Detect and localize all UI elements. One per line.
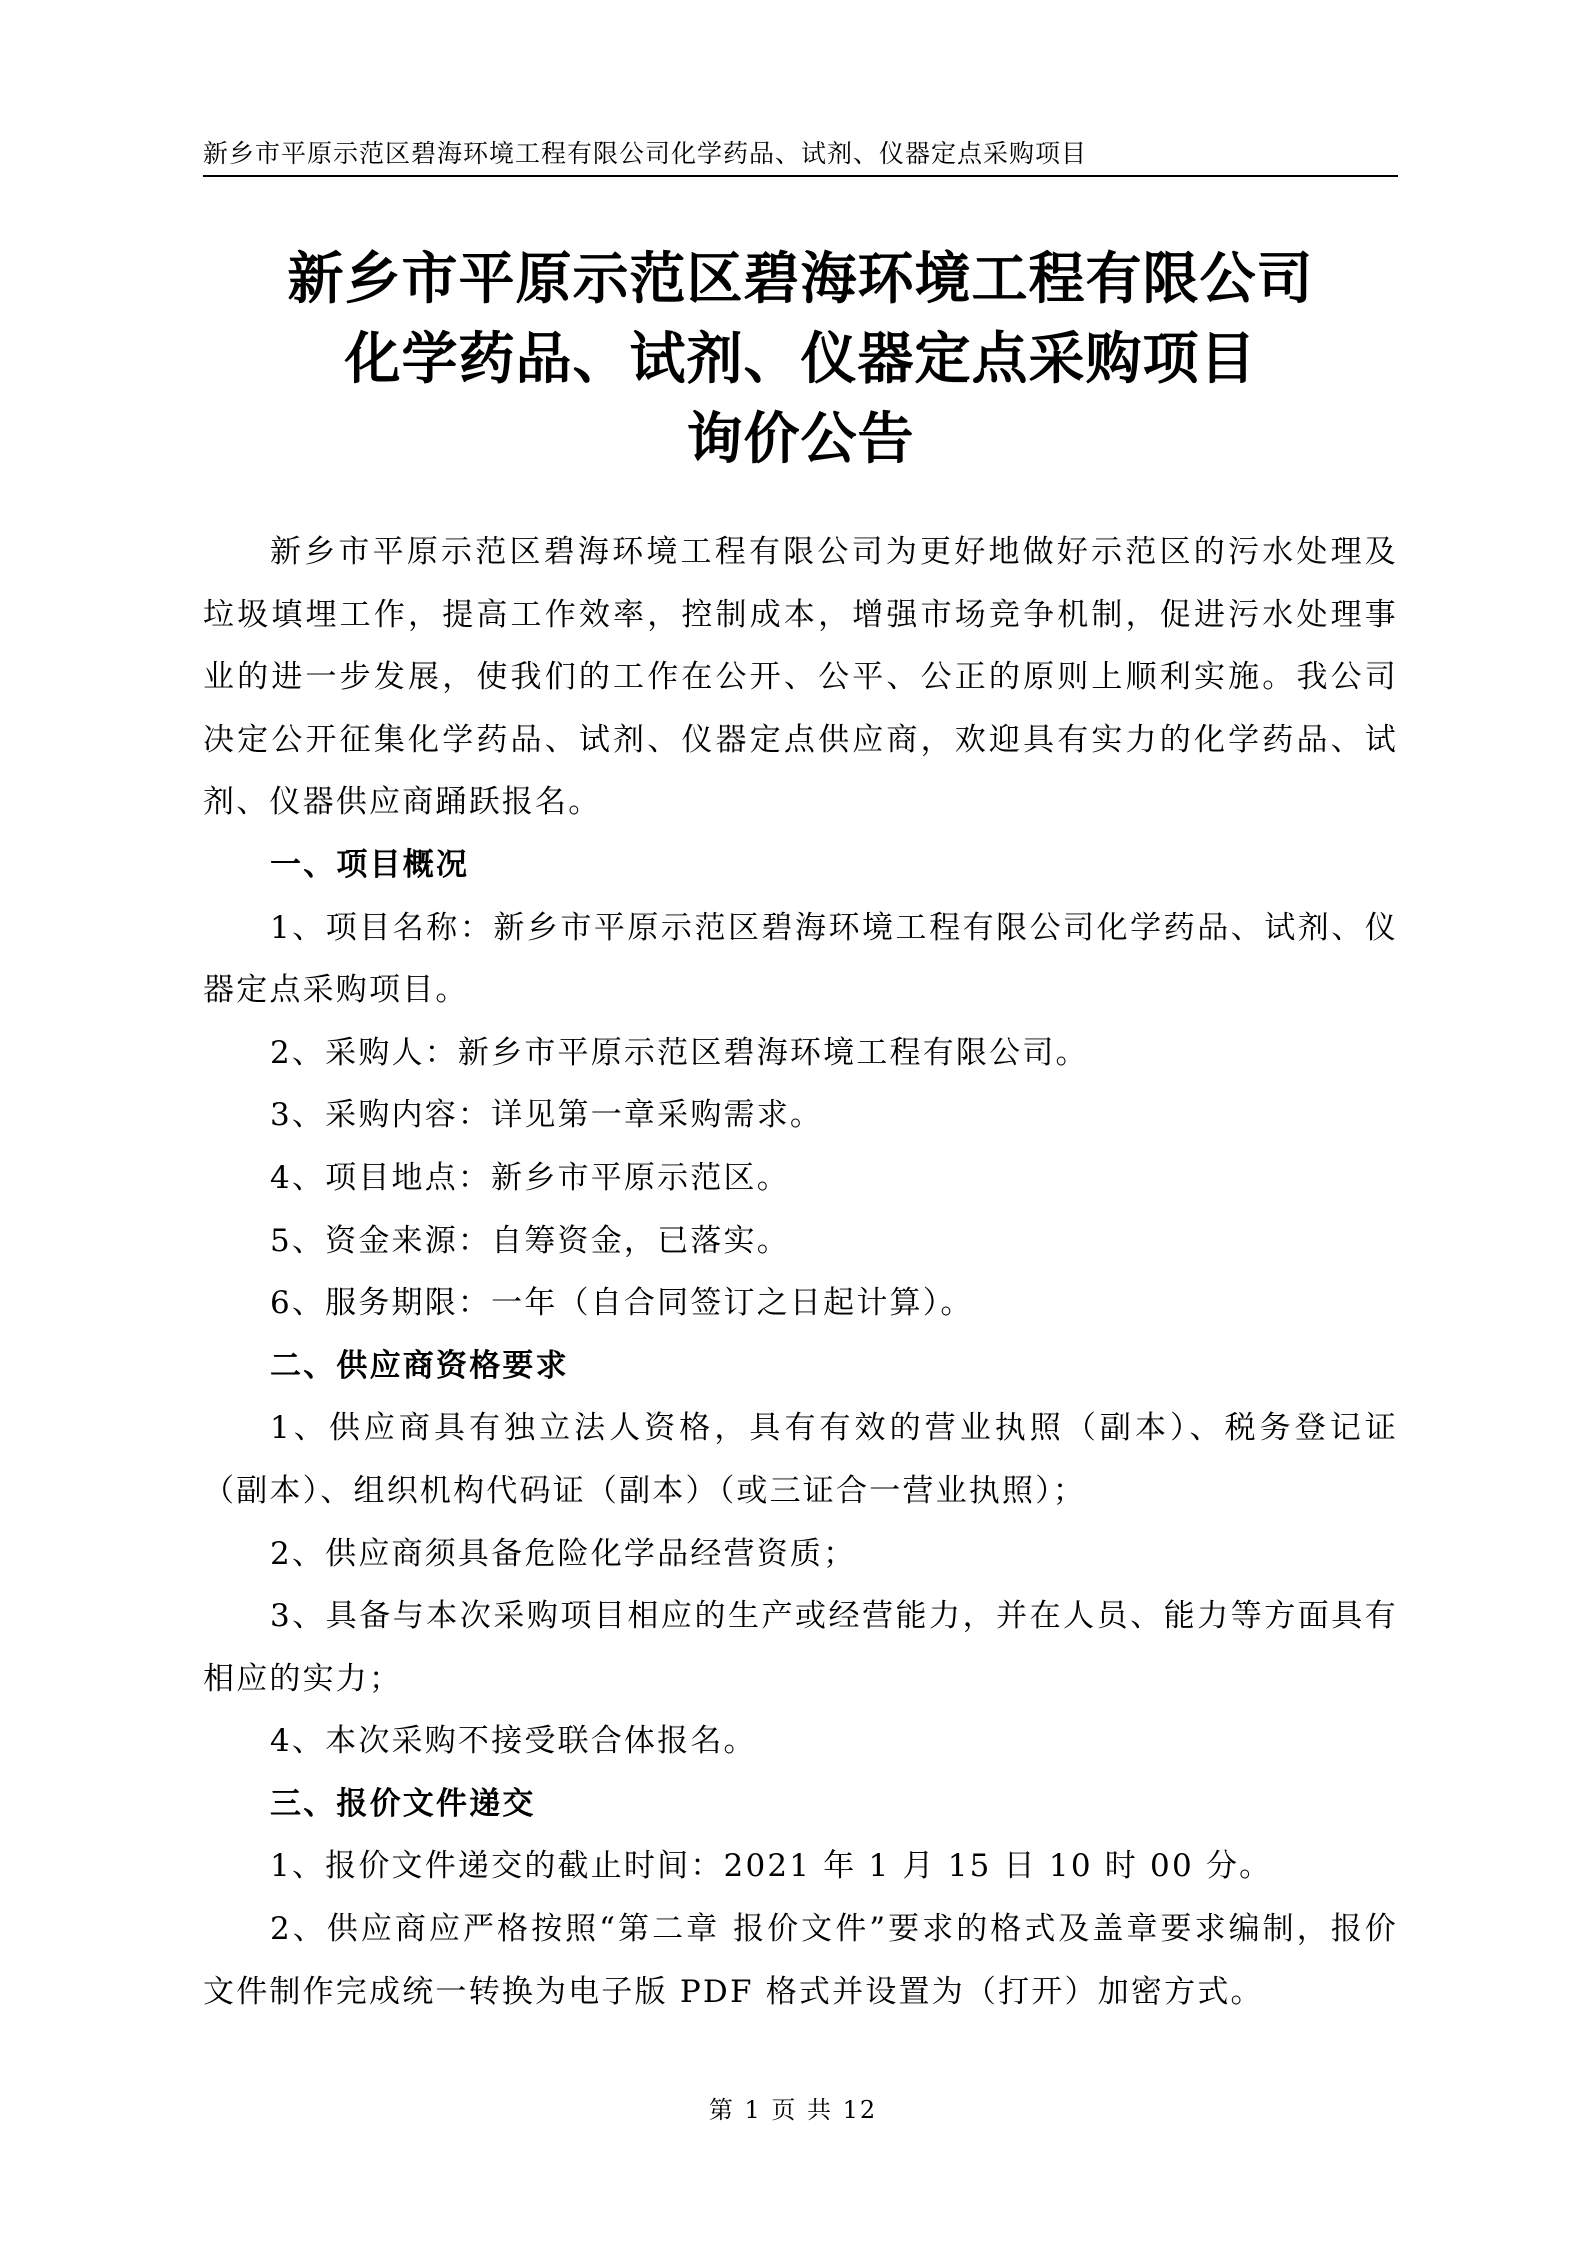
intro-paragraph: 新乡市平原示范区碧海环境工程有限公司为更好地做好示范区的污水处理及垃圾填埋工作，提高工作效率，控制成本，增强市场竞争机制，促进污水处理事业的进一步发展，使我们的工作在公开、公平、公正的原则上顺利实施。我公司决定公开征集化学药品、试剂、仪器定点供应商，欢迎具有实力的化学药品、试剂、仪器供应商踊跃报名。 — [203, 534, 1398, 821]
document-title-line-1: 新乡市平原示范区碧海环境工程有限公司 — [287, 246, 1314, 312]
section-heading-quote-submission: 三、报价文件递交 — [270, 1785, 536, 1822]
list-item: 2、供应商应严格按照“第二章 报价文件”要求的格式及盖章要求编制，报价文件制作完成统一转换为电子版 PDF 格式并设置为（打开）加密方式。 — [203, 1911, 1398, 2010]
list-item: 1、报价文件递交的截止时间：2021 年 1 月 15 日 10 时 00 分。 — [270, 1848, 1273, 1885]
list-item: 1、项目名称：新乡市平原示范区碧海环境工程有限公司化学药品、试剂、仪器定点采购项目。 — [203, 909, 1398, 1009]
document-body — [203, 521, 1398, 2023]
section-heading-project-overview: 一、项目概况 — [270, 846, 470, 883]
list-item: 3、采购内容：详见第一章采购需求。 — [270, 1097, 824, 1134]
page-number-footer: 第 1 页 共 12 — [708, 2096, 878, 2124]
list-item: 6、服务期限：一年（自合同签订之日起计算）。 — [270, 1285, 974, 1322]
header-rule — [203, 175, 1398, 177]
document-title-line-2: 化学药品、试剂、仪器定点采购项目 — [344, 326, 1257, 392]
running-header: 新乡市平原示范区碧海环境工程有限公司化学药品、试剂、仪器定点采购项目 — [203, 139, 1088, 168]
list-item: 1、供应商具有独立法人资格，具有有效的营业执照（副本）、税务登记证（副本）、组织机构代码证（副本）（或三证合一营业执照）； — [203, 1410, 1398, 1509]
section-heading-supplier-qualifications: 二、供应商资格要求 — [270, 1347, 569, 1384]
document-title-line-3: 询价公告 — [686, 406, 915, 472]
list-item: 5、资金来源：自筹资金，已落实。 — [270, 1222, 790, 1259]
list-item: 4、项目地点：新乡市平原示范区。 — [270, 1159, 790, 1196]
list-item: 4、本次采购不接受联合体报名。 — [270, 1723, 757, 1760]
list-item: 3、具备与本次采购项目相应的生产或经营能力，并在人员、能力等方面具有相应的实力； — [203, 1598, 1398, 1697]
list-item: 2、供应商须具备危险化学品经营资质； — [270, 1535, 857, 1572]
list-item: 2、采购人：新乡市平原示范区碧海环境工程有限公司。 — [270, 1034, 1089, 1071]
